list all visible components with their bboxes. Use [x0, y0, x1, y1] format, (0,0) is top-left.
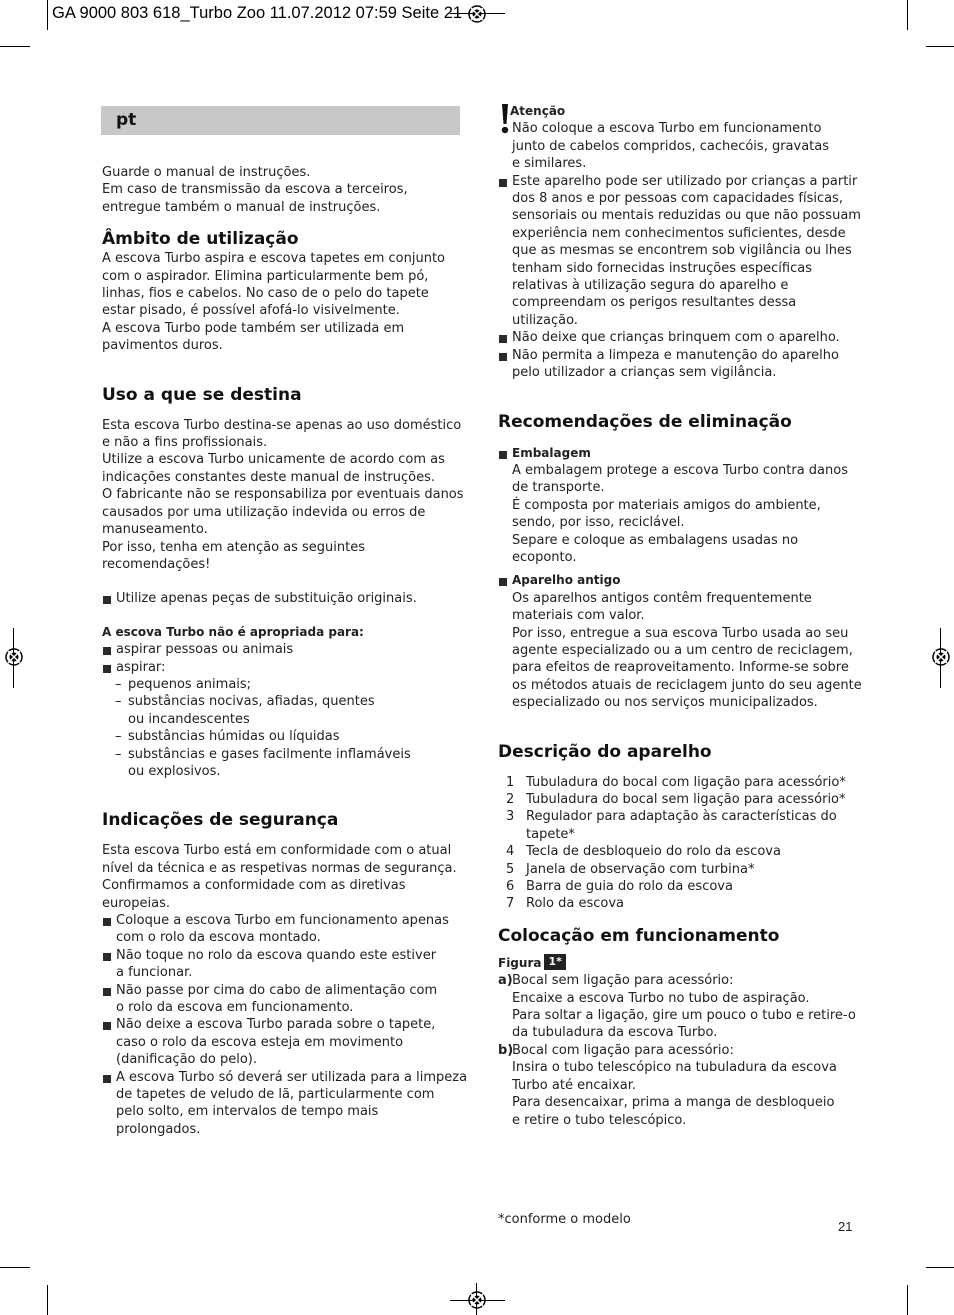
footnote: *conforme o modelo	[498, 1212, 631, 1227]
right-column	[498, 103, 863, 1129]
dash-item-continued: ou incandescentes	[128, 711, 250, 727]
list-item: aspirar pessoas ou animais	[102, 641, 472, 658]
intro-line: entregue também o manual de instruções.	[102, 199, 381, 215]
dash-item-continued: ou explosivos.	[128, 763, 221, 779]
list-item: Embalagem A embalagem protege a escova Turbo contra danos de transporte. É composta por materiais amigos do ambiente, sendo, por isso, reciclável. Separe e coloque as embalagens usadas no ecoponto.	[498, 445, 863, 567]
dash-item: – pequenos animais;	[115, 676, 252, 692]
registration-mark-icon	[929, 645, 953, 669]
list-item: Não toque no rolo da escova quando este estiver a funcionar.	[102, 947, 472, 982]
list-item: Este aparelho pode ser utilizado por crianças a partir dos 8 anos e por pessoas com capacidades físicas, sensoriais ou mentais reduzidas ou que não possuam experiência nem conhecimentos suficientes, desde que as mesmas se encontrem sob vigilância ou lhes tenham sido fornecidas instruções específicas relativas à utilização segura do aparelho e compreendam os perigos resultantes dessa utilização.	[498, 173, 863, 330]
intro-line: Em caso de transmissão da escova a terceiros,	[102, 182, 408, 198]
paragraph-line: estar pisado, é possível afofá-lo visivelmente.	[102, 303, 400, 319]
bullet-square-icon	[499, 451, 507, 459]
section-title-eliminacao: Recomendações de eliminação	[498, 411, 792, 432]
bullet-square-icon	[499, 353, 507, 361]
bullet-square-icon	[103, 988, 111, 996]
list-item: 5 Janela de observação com turbina*	[506, 861, 755, 877]
list-item: 4 Tecla de desbloqueio do rolo da escova	[506, 844, 781, 860]
paragraph-line: causados por uma utilização indevida ou erros de	[102, 504, 426, 520]
dash-item: – substâncias e gases facilmente inflamáveis	[115, 746, 411, 762]
paragraph-line: europeias.	[102, 895, 170, 911]
dash-item: – substâncias nocivas, afiadas, quentes	[115, 694, 375, 710]
paragraph-line: linhas, fios e cabelos. No caso de o pelo do tapete	[102, 286, 429, 302]
registration-mark-icon	[2, 645, 26, 669]
list-item: Não deixe que crianças brinquem com o aparelho.	[498, 329, 863, 346]
figure-reference: Figura 1*	[498, 954, 863, 972]
list-item: Não coloque a escova Turbo em funcionamento junto de cabelos compridos, cachecóis, gravatas e similares.	[512, 121, 830, 172]
list-item: 6 Barra de guia do rolo da escova	[506, 879, 733, 895]
page-number: 21	[838, 1219, 853, 1234]
paragraph-line: Utilize a escova Turbo unicamente de acordo com as	[102, 452, 445, 468]
bullet-square-icon	[103, 1075, 111, 1083]
section-title-uso: Uso a que se destina	[102, 384, 302, 405]
list-item: Não passe por cima do cabo de alimentação com o rolo da escova em funcionamento.	[102, 982, 472, 1017]
paragraph-line: A escova Turbo aspira e escova tapetes em conjunto	[102, 251, 446, 267]
language-code: pt	[116, 110, 137, 130]
paragraph-line: Por isso, tenha em atenção as seguintes recomendações!	[102, 539, 366, 572]
crop-mark	[47, 1285, 48, 1315]
section-title-descricao: Descrição do aparelho	[498, 741, 712, 762]
section-title-colocacao: Colocação em funcionamento	[498, 925, 780, 946]
list-item: tapete*	[526, 826, 575, 842]
list-item: Aparelho antigo Os aparelhos antigos contêm frequentemente materiais com valor. Por isso, entregue a sua escova Turbo usada ao seu agente especializado ou a um centro de reciclagem, para efeitos de reaproveitamento. Informe-se sobre os métodos atuais de reciclagem junto do seu agente especializado ou nos serviços municipalizados.	[498, 572, 863, 711]
paragraph-line: nível da técnica e as respetivas normas de segurança.	[102, 860, 457, 876]
paragraph-line: pavimentos duros.	[102, 338, 223, 354]
paragraph-line: O fabricante não se responsabiliza por eventuais danos	[102, 487, 464, 503]
crop-mark	[926, 1267, 954, 1268]
paragraph-line: indicações constantes deste manual de instruções.	[102, 469, 436, 485]
crop-mark	[907, 0, 908, 30]
bullet-square-icon	[499, 578, 507, 586]
paragraph-line: Confirmamos a conformidade com as diretivas	[102, 878, 406, 894]
paragraph-line: A escova Turbo pode também ser utilizada em	[102, 320, 405, 336]
print-header: GA 9000 803 618_Turbo Zoo 11.07.2012 07:59 Seite 21	[52, 4, 463, 22]
section-title-seguranca: Indicações de segurança	[102, 810, 339, 831]
bullet-square-icon	[103, 665, 111, 673]
bullet-square-icon	[103, 918, 111, 926]
figure-number-badge: 1*	[544, 954, 565, 970]
list-item: A escova Turbo só deverá ser utilizada para a limpeza de tapetes de veludo de lã, particularmente com pelo solto, em intervalos de tempo mais prolongados.	[102, 1069, 472, 1139]
list-item: 1 Tubuladura do bocal com ligação para acessório*	[506, 774, 846, 790]
subheading-nao-apropriada: A escova Turbo não é apropriada para:	[102, 624, 364, 639]
bullet-square-icon	[103, 596, 111, 604]
list-item: Não deixe a escova Turbo parada sobre o tapete, caso o rolo da escova esteja em movimento (danificação do pelo).	[102, 1016, 472, 1068]
bullet-square-icon	[499, 179, 507, 187]
paragraph-line: com o aspirador. Elimina particularmente bem pó,	[102, 268, 429, 284]
bullet-square-icon	[103, 647, 111, 655]
bullet-square-icon	[103, 1022, 111, 1030]
list-item: 3 Regulador para adaptação às características do	[506, 809, 837, 825]
crop-mark	[907, 1285, 908, 1315]
list-item: Coloque a escova Turbo em funcionamento apenas com o rolo da escova montado.	[102, 912, 472, 947]
paragraph-line: Esta escova Turbo está em conformidade com o atual	[102, 843, 452, 859]
dash-item: – substâncias húmidas ou líquidas	[115, 729, 340, 745]
bullet-square-icon	[103, 953, 111, 961]
paragraph-line: Esta escova Turbo destina-se apenas ao uso doméstico	[102, 417, 462, 433]
list-item: 2 Tubuladura do bocal sem ligação para acessório*	[506, 792, 846, 807]
crop-mark	[47, 0, 48, 30]
step-b: b) Bocal com ligação para acessório: Insira o tubo telescópico na tubuladura da escova Turbo até encaixar. Para desencaixar, prima a manga de desbloqueio e retire o tubo telescópico.	[498, 1042, 837, 1128]
warning-title: Atenção	[510, 104, 566, 118]
language-bar	[101, 106, 460, 135]
intro-line: Guarde o manual de instruções.	[102, 165, 311, 180]
section-title-ambito: Âmbito de utilização	[102, 229, 299, 250]
list-item: aspirar:	[102, 659, 472, 676]
registration-mark-icon	[465, 1288, 489, 1312]
list-item: Não permita a limpeza e manutenção do aparelho pelo utilizador a crianças sem vigilância.	[498, 347, 863, 382]
crop-mark	[0, 46, 30, 47]
bullet-square-icon	[499, 335, 507, 343]
list-item: 7 Rolo da escova	[506, 896, 624, 912]
left-column	[102, 164, 472, 1138]
crop-mark	[0, 1267, 30, 1268]
registration-mark-icon	[465, 2, 489, 26]
crop-mark	[926, 46, 954, 47]
paragraph-line: e não a fins profissionais.	[102, 435, 268, 451]
paragraph-line: manuseamento.	[102, 522, 208, 538]
step-a: a) Bocal sem ligação para acessório: Encaixe a escova Turbo no tubo de aspiração. Para soltar a ligação, gire um pouco o tubo e retire-o da tubuladura da escova Turbo.	[498, 973, 856, 1041]
list-item: Utilize apenas peças de substituição originais.	[102, 590, 472, 607]
